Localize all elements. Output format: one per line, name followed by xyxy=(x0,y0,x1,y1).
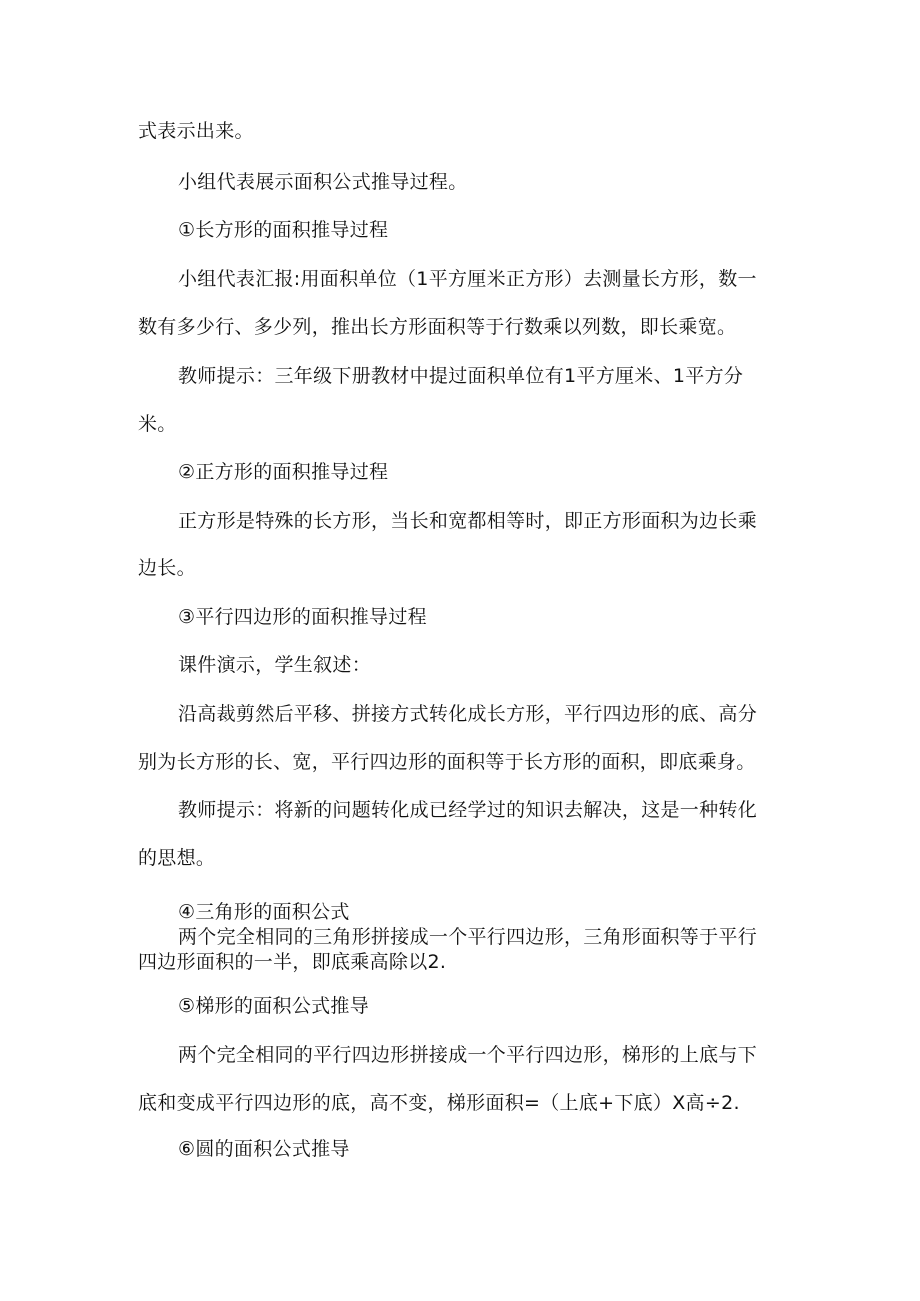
text-line: 底和变成平行四边形的底，高不变，梯形面积=（上底+下底）X高÷2. xyxy=(138,1092,740,1114)
text-line: 小组代表展示面积公式推导过程。 xyxy=(178,171,468,193)
text-line: 式表示出来。 xyxy=(138,120,254,142)
text-line: 沿高裁剪然后平移、拼接方式转化成长方形，平行四边形的底、高分 xyxy=(178,703,758,725)
text-line: 两个完全相同的平行四边形拼接成一个平行四边形，梯形的上底与下 xyxy=(178,1044,758,1066)
section-heading: ⑥圆的面积公式推导 xyxy=(178,1138,350,1160)
section-heading: ④三角形的面积公式 xyxy=(178,901,350,923)
text-line: 两个完全相同的三角形拼接成一个平行四边形，三角形面积等于平行 xyxy=(178,926,758,948)
text-line: 米。 xyxy=(138,413,177,435)
section-heading: ⑤梯形的面积公式推导 xyxy=(178,995,370,1017)
text-line: 的思想。 xyxy=(138,847,216,869)
text-line: 边长。 xyxy=(138,557,196,579)
text-line: 教师提示：三年级下册教材中提过面积单位有1平方厘米、1平方分 xyxy=(178,365,744,387)
text-line: 课件演示，学生叙述： xyxy=(178,654,372,676)
text-line: 四边形面积的一半，即底乘高除以2. xyxy=(138,951,447,973)
text-line: 小组代表汇报:用面积单位（1平方厘米正方形）去测量长方形，数一 xyxy=(178,268,757,290)
text-line: 正方形是特殊的长方形，当长和宽都相等时，即正方形面积为边长乘 xyxy=(178,510,758,532)
text-line: 教师提示：将新的问题转化成已经学过的知识去解决，这是一种转化 xyxy=(178,799,758,821)
section-heading: ③平行四边形的面积推导过程 xyxy=(178,606,427,628)
section-heading: ①长方形的面积推导过程 xyxy=(178,219,389,241)
section-heading: ②正方形的面积推导过程 xyxy=(178,461,389,483)
text-line: 别为长方形的长、宽，平行四边形的面积等于长方形的面积，即底乘身。 xyxy=(138,751,756,773)
text-line: 数有多少行、多少列，推出长方形面积等于行数乘以列数，即长乘宽。 xyxy=(138,316,737,338)
